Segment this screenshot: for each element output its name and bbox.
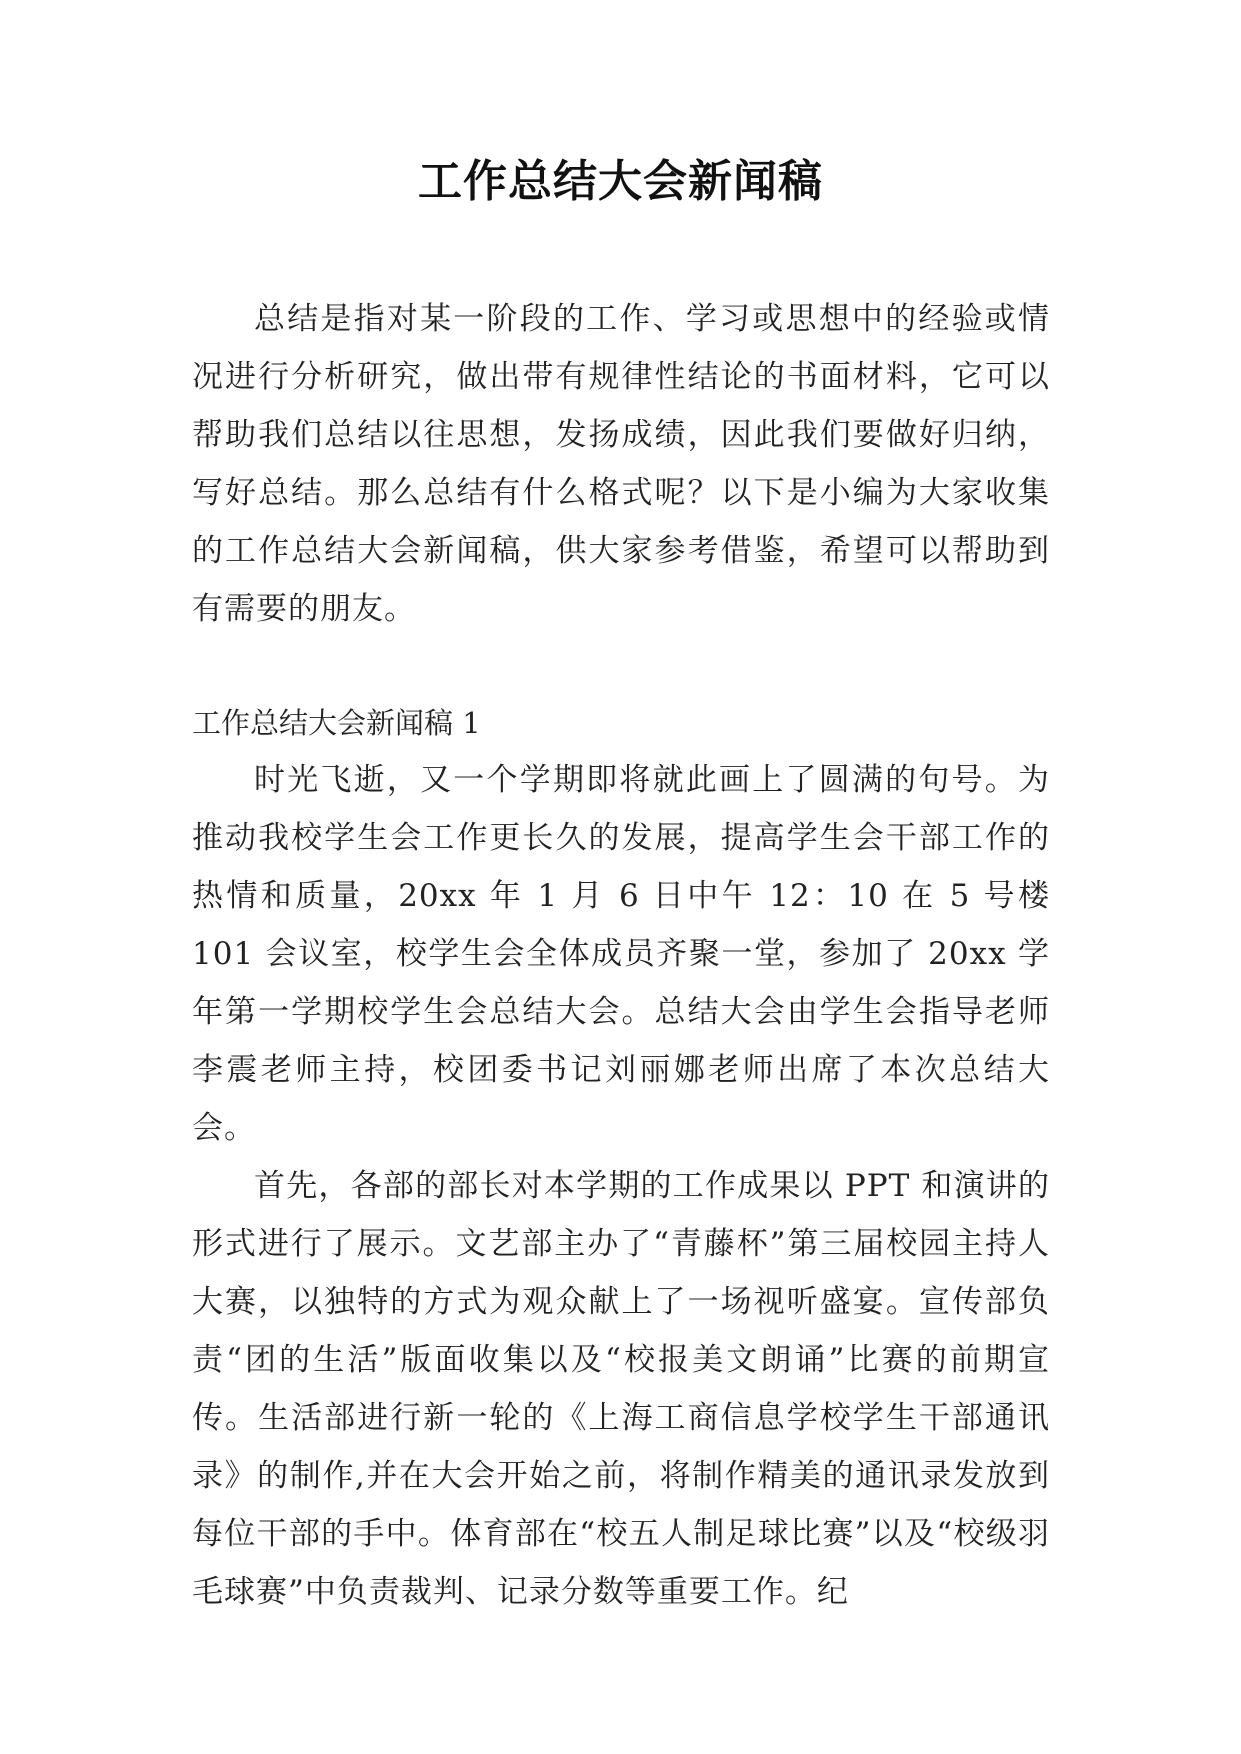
document-title: 工作总结大会新闻稿 [418, 156, 823, 207]
article-body [192, 751, 1050, 1621]
intro-paragraph: 总结是指对某一阶段的工作、学习或思想中的经验或情况进行分析研究，做出带有规律性结论的书面材料，它可以帮助我们总结以往思想，发扬成绩，因此我们要做好归纳，写好总结。那么总结有什么格式呢？以下是小编为大家收集的工作总结大会新闻稿，供大家参考借鉴，希望可以帮助到有需要的朋友。 [192, 301, 1050, 627]
article-paragraph-1: 时光飞逝，又一个学期即将就此画上了圆满的句号。为推动我校学生会工作更长久的发展，提高学生会干部工作的热情和质量，20xx 年 1 月 6 日中午 12：10 在 5 号楼 101 会议室，校学生会全体成员齐聚一堂，参加了 20xx 学年第一学期校学生会总结大会。总结大会由学生会指导老师李震老师主持，校团委书记刘丽娜老师出席了本次总结大会。 [192, 762, 1050, 1146]
intro-section [192, 290, 1050, 638]
section-heading: 工作总结大会新闻稿 1 [192, 706, 481, 740]
article-paragraph-2: 首先，各部的部长对本学期的工作成果以 PPT 和演讲的形式进行了展示。文艺部主办了“青藤杯”第三届校园主持人大赛，以独特的方式为观众献上了一场视听盛宴。宣传部负责“团的生活”版面收集以及“校报美文朗诵”比赛的前期宣传。生活部进行新一轮的《上海工商信息学校学生干部通讯录》的制作,并在大会开始之前，将制作精美的通讯录发放到每位干部的手中。体育部在“校五人制足球比赛”以及“校级羽毛球赛”中负责裁判、记录分数等重要工作。纪 [192, 1168, 1050, 1610]
